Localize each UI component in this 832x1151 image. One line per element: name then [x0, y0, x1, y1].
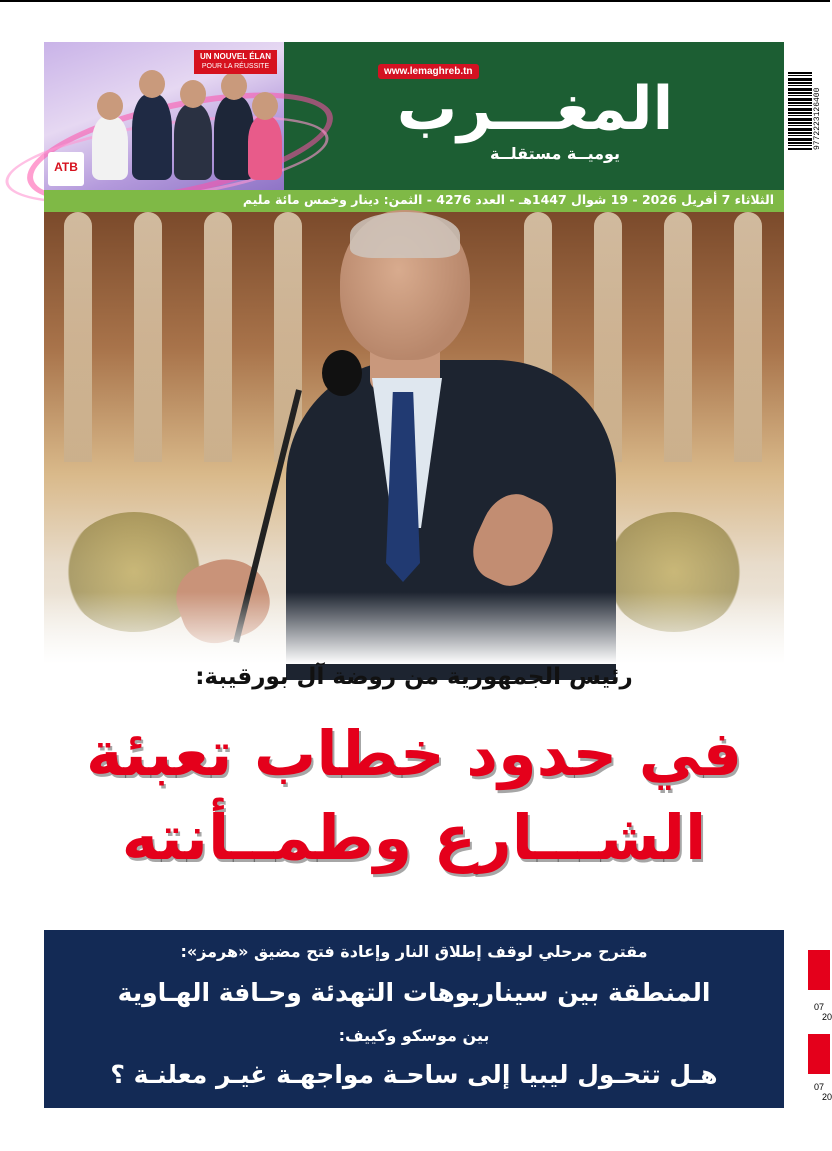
dateline-bar — [44, 190, 784, 212]
story-1-headline[interactable]: المنطقة بين سيناريوهات التهدئة وحـافة الهـاوية — [117, 978, 711, 1007]
next-page-date: 07 20 — [814, 1082, 832, 1102]
barcode — [786, 72, 826, 150]
barcode-bars — [788, 72, 812, 150]
lead-kicker: رئيس الجمهورية من روضة آل بورقيبة: — [195, 664, 633, 690]
photo-subject-hair — [350, 212, 460, 258]
story-1-kicker: مقترح مرحلي لوقف إطلاق النار وإعادة فتح مضيق «هرمز»: — [180, 942, 648, 961]
microphone-icon — [322, 350, 362, 396]
ad-slogan-badge — [194, 50, 277, 74]
dateline-text: الثلاثاء 7 أفريل 2026 - 19 شوال 1447هـ - العدد 4276 - الثمن: دينار وخمس مائة مليم — [242, 192, 774, 207]
ad-slogan-line2: POUR LA RÉUSSITE — [201, 63, 270, 70]
atb-logo — [48, 152, 84, 186]
story-2-headline[interactable]: هـل تتحـول ليبيا إلى ساحـة مواجهـة غيـر معلنـة ؟ — [110, 1060, 718, 1089]
website-url[interactable]: www.lemaghreb.tn — [378, 64, 479, 79]
newspaper-title: المغـــرب — [396, 74, 674, 144]
top-rule — [0, 0, 830, 2]
lead-headline-line1: في حدود خطاب تعبئة — [85, 717, 743, 790]
ad-person — [174, 104, 212, 180]
ad-person — [132, 94, 172, 180]
newspaper-tagline: يوميــة مستقلــة — [489, 144, 621, 163]
photo-fade — [44, 592, 784, 664]
atb-advertisement[interactable] — [44, 42, 284, 190]
atb-logo-text: ATB — [54, 160, 78, 174]
lead-headline[interactable] — [44, 712, 784, 880]
ad-person — [92, 116, 128, 180]
barcode-number: 9772223126400 — [813, 87, 822, 150]
ad-slogan-line1: UN NOUVEL ÉLAN — [200, 52, 271, 61]
lead-headline-line2: الشـــارع وطمــأنته — [121, 801, 707, 874]
ad-person — [248, 116, 282, 180]
next-page-date: 07 20 — [814, 1002, 832, 1022]
next-page-tab[interactable] — [808, 1034, 830, 1074]
next-page-tab[interactable] — [808, 950, 830, 990]
story-2-kicker: بين موسكو وكييف: — [338, 1026, 490, 1045]
secondary-stories-panel — [44, 930, 784, 1108]
